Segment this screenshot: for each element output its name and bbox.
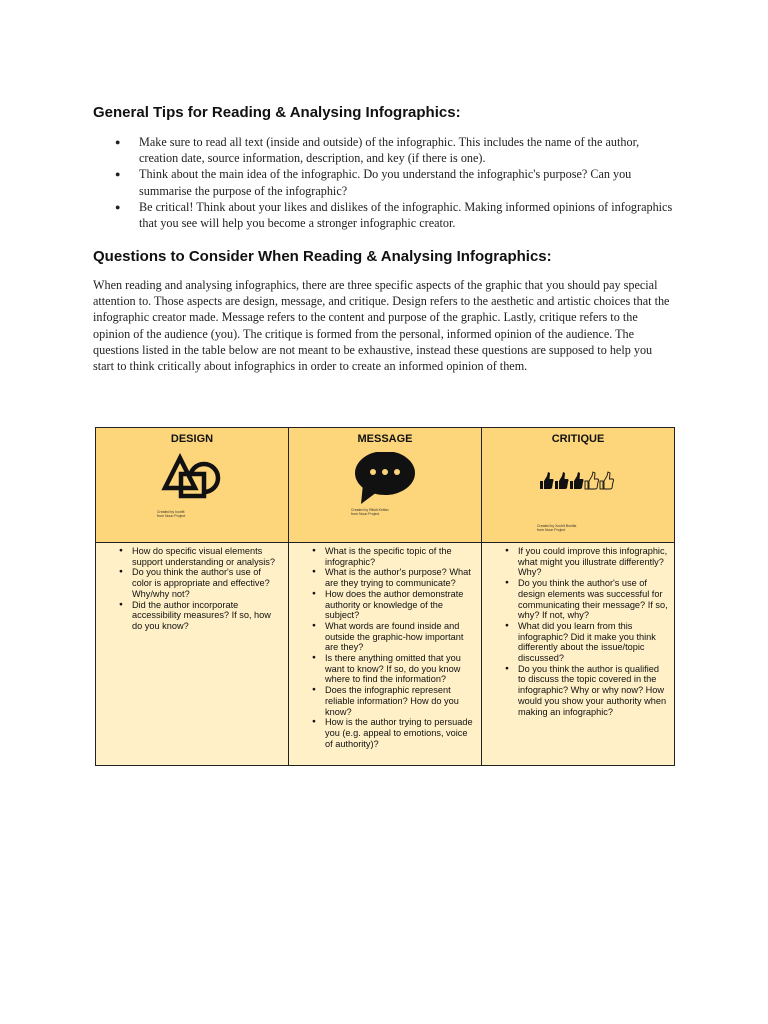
list-item: ● Do you think the author's use of design elements was successful for communicating their message? If so, why? If not, why? — [490, 578, 668, 621]
list-item: ● Did the author incorporate accessibility measures? If so, how do you know? — [104, 600, 282, 632]
list-item: ● If you could improve this infographic, what might you illustrate differently? Why? — [490, 546, 668, 578]
list-item: ● Make sure to read all text (inside and outside) of the infographic. This includes the name of the author, creation date, source information, description, and key (if there is one). — [93, 134, 675, 166]
message-header-cell — [289, 428, 482, 543]
design-header-cell — [96, 428, 289, 543]
thumb-outline-icon — [600, 472, 614, 489]
thumb-filled-icon — [555, 472, 569, 489]
list-item: ● How do specific visual elements support understanding or analysis? — [104, 546, 282, 567]
questions-heading: Questions to Consider When Reading & Analysing Infographics: — [93, 248, 552, 265]
list-item: ● Be critical! Think about your likes and dislikes of the infographic. Making informed opinions of infographics that you see will help you become a stronger infographic creator. — [93, 199, 675, 231]
design-questions — [96, 543, 288, 632]
questions-table — [95, 427, 675, 766]
tips-list — [93, 134, 675, 231]
critique-icon-credit: Created by Xochit Bonilla from Noun Project — [537, 524, 577, 532]
thumb-outline-icon — [585, 472, 599, 489]
design-icon-credit: Created by Iconfit from Noun Project — [157, 510, 186, 518]
message-title: MESSAGE — [357, 433, 413, 445]
list-item: ● Is there anything omitted that you want to know? If so, do you know where to find the information? — [297, 653, 475, 685]
list-item: ● What did you learn from this infographic? Did it make you think differently about the issue/topic discussed? — [490, 621, 668, 664]
list-item: ● How is the author trying to persuade you (e.g. appeal to emotions, voice of authority)? — [297, 717, 475, 749]
design-questions-cell — [96, 543, 289, 766]
message-questions-cell — [289, 543, 482, 766]
list-item: ● What is the author's purpose? What are they trying to communicate? — [297, 567, 475, 588]
list-item: ● Think about the main idea of the infographic. Do you understand the infographic's purpose? Can you summarise the purpose of the infographic? — [93, 166, 675, 198]
list-item: ● What words are found inside and outside the graphic-how important are they? — [297, 621, 475, 653]
list-item: ● How does the author demonstrate authority or knowledge of the subject? — [297, 589, 475, 621]
list-item: ● Does the infographic represent reliable information? How do you know? — [297, 685, 475, 717]
message-questions — [289, 543, 481, 749]
critique-header-cell — [482, 428, 675, 543]
message-icon-credit: Created by Rikidi Keifan from Noun Project — [351, 508, 389, 516]
critique-questions-cell — [482, 543, 675, 766]
thumbs-up-rating-icon — [482, 452, 675, 508]
tips-heading: General Tips for Reading & Analysing Infographics: — [93, 104, 461, 121]
list-item: ● What is the specific topic of the infographic? — [297, 546, 475, 567]
list-item: ● Do you think the author's use of color is appropriate and effective? Why/why not? — [104, 567, 282, 599]
thumb-filled-icon — [540, 472, 554, 489]
intro-paragraph: When reading and analysing infographics, there are three specific aspects of the graphic that you should pay special attention to. Those aspects are design, message, and critique. Design refers to the aesthetic and artistic choices that the infographic creator made. Message refers to the content and purpose of the graphic. Lastly, critique refers to the opinion of the audience (you). The critique is formed from the personal, informed opinion of the audience. The questions listed in the table below are not meant to be exhaustive, instead these questions are supposed to help you start to think critically about infographics in order to create an informed opinion of them. — [93, 278, 670, 374]
thumb-filled-icon — [570, 472, 584, 489]
shapes-icon — [96, 452, 289, 508]
list-item: ● Do you think the author is qualified to discuss the topic covered in the infographic? Why or why now? How would you show your authority when making an infographic? — [490, 664, 668, 718]
critique-title: CRITIQUE — [551, 433, 605, 445]
speech-bubble-icon — [289, 452, 482, 508]
design-title: DESIGN — [170, 433, 214, 445]
critique-questions — [482, 543, 674, 717]
